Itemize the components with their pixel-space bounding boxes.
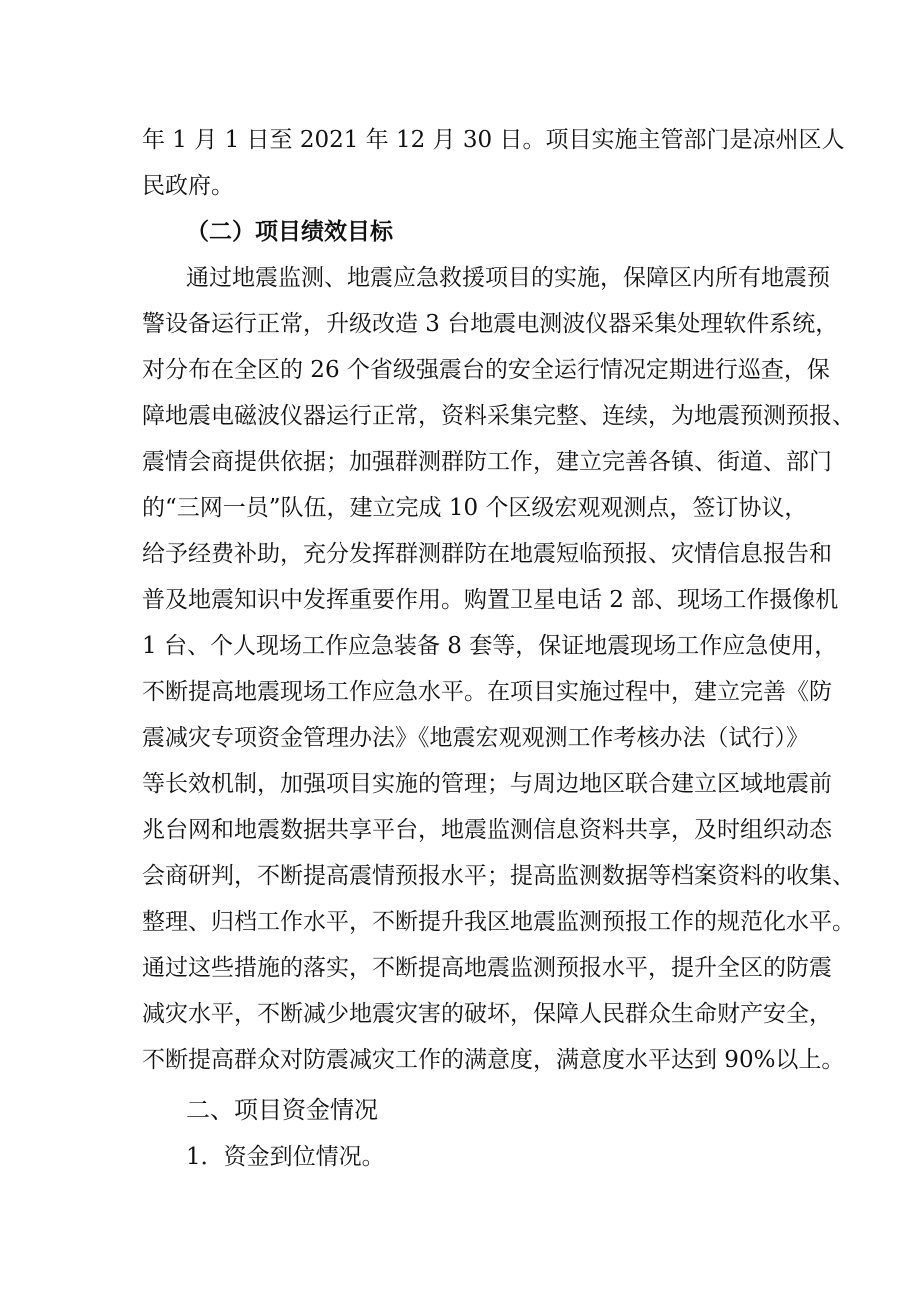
paragraph-line: 震情会商提供依据；加强群测群防工作，建立完善各镇、街道、部门	[142, 449, 832, 475]
paragraph-line: 会商研判，不断提高震情预报水平；提高监测数据等档案资料的收集、	[142, 863, 855, 889]
paragraph-line: 年 1 月 1 日至 2021 年 12 月 30 日。项目实施主管部门是凉州区人	[142, 127, 845, 153]
paragraph-line: 的“三网一员”队伍，建立完成 10 个区级宏观观测点，签订协议，	[142, 495, 808, 521]
section-heading: 二、项目资金情况	[186, 1096, 378, 1124]
paragraph-line: 整理、归档工作水平，不断提升我区地震监测预报工作的规范化水平。	[142, 909, 855, 935]
list-item: 1．资金到位情况。	[186, 1144, 385, 1170]
paragraph-line: 警设备运行正常，升级改造 3 台地震电测波仪器采集处理软件系统，	[142, 311, 839, 337]
paragraph-line: 对分布在全区的 26 个省级强震台的安全运行情况定期进行巡查，保	[142, 357, 830, 383]
paragraph-line: 1 台、个人现场工作应急装备 8 套等，保证地震现场工作应急使用，	[142, 633, 838, 659]
paragraph-line: 等长效机制，加强项目实施的管理；与周边地区联合建立区域地震前	[142, 771, 832, 797]
paragraph-line: 民政府。	[142, 173, 234, 199]
paragraph-line: 不断提高群众对防震减灾工作的满意度，满意度水平达到 90%以上。	[142, 1047, 845, 1073]
paragraph-line: 兆台网和地震数据共享平台，地震监测信息资料共享，及时组织动态	[142, 817, 832, 843]
paragraph-line: 通过这些措施的落实，不断提高地震监测预报水平，提升全区的防震	[142, 955, 832, 981]
paragraph-line: 通过地震监测、地震应急救援项目的实施，保障区内所有地震预	[186, 265, 830, 291]
section-subheading: （二）项目绩效目标	[186, 219, 393, 245]
paragraph-line: 震减灾专项资金管理办法》《地震宏观观测工作考核办法（试行）》	[142, 725, 809, 751]
paragraph-line: 给予经费补助，充分发挥群测群防在地震短临预报、灾情信息报告和	[142, 541, 832, 567]
paragraph-line: 减灾水平，不断减少地震灾害的破坏，保障人民群众生命财产安全，	[142, 1001, 832, 1027]
paragraph-line: 不断提高地震现场工作应急水平。在项目实施过程中，建立完善《防	[142, 679, 832, 705]
paragraph-line: 障地震电磁波仪器运行正常，资料采集完整、连续，为地震预测预报、	[142, 403, 855, 429]
paragraph-line: 普及地震知识中发挥重要作用。购置卫星电话 2 部、现场工作摄像机	[142, 587, 839, 613]
